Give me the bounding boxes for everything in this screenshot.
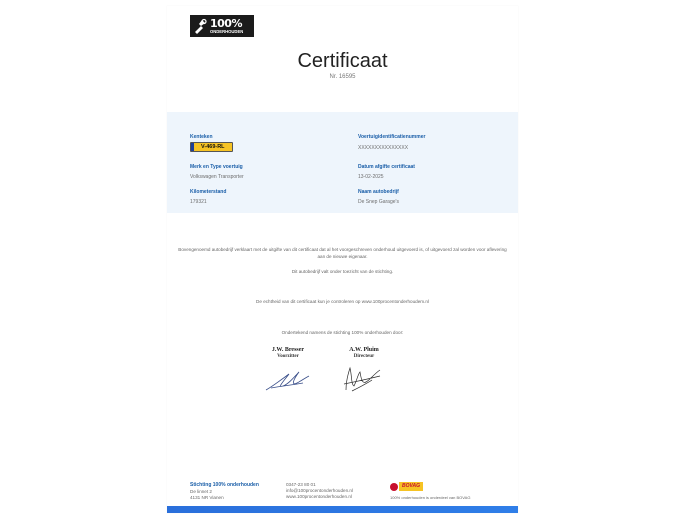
footer-bovag [390, 482, 470, 500]
vin-value: XXXXXXXXXXXXXXX [358, 145, 409, 151]
license-plate [190, 142, 233, 152]
km-label: Kilometerstand [190, 189, 227, 195]
km-value: 179321 [190, 199, 207, 205]
vehicle-info-panel [167, 112, 518, 213]
statement-text: Bovengenoemd autobedrijf verklaart met de uitgifte van dit certificaat dat al het voorgeschreven onderhoud uitgevoerd is, of uitgevoerd zal worden voor aflevering aan de nieuwe eigenaar. [178, 247, 507, 260]
logo-text [210, 18, 243, 34]
vin-label: Voertuigidentificatienummer [358, 134, 426, 140]
supervision-text: Dit autobedrijf valt onder toezicht van de stichting. [291, 269, 394, 274]
signatory-name: J.W. Bresser [271, 347, 305, 353]
field-datum [358, 164, 415, 180]
signatory-name: A.W. Pluim [349, 347, 379, 353]
certificate-number: Nr. 16595 [329, 74, 356, 80]
signature-bresser [263, 366, 313, 394]
field-kenteken [190, 134, 233, 153]
wrench-icon [190, 15, 210, 37]
field-merk [190, 164, 244, 180]
bedrijf-value: De Snep Garage's [358, 199, 399, 205]
page-title: Certificaat [297, 50, 388, 72]
bovag-note: 100% onderhouden is onderdeel van BOVAG [390, 494, 471, 500]
bedrijf-label: Naam autobedrijf [358, 189, 399, 195]
footer-address-line2: 4131 NR Vianen [190, 494, 224, 500]
logo-100-onderhouden [190, 15, 254, 37]
signature-pluim [340, 364, 386, 394]
footer-org-name: Stichting 100% onderhouden [190, 482, 259, 488]
logo-small-text: ONDERHOUDEN [210, 28, 244, 34]
footer-email[interactable]: info@100procentonderhouden.nl [286, 488, 353, 494]
merk-value: Volkswagen Transporter [190, 174, 244, 180]
footer-address-line1: De linnet 2 [190, 488, 212, 494]
certificate-page [167, 6, 518, 513]
bovag-logo-text: BOVAG [399, 482, 423, 491]
footer-phone: 0347-23 80 01 [286, 482, 316, 487]
field-vin [358, 134, 425, 151]
bovag-emblem-icon [390, 483, 398, 491]
datum-label: Datum afgifte certificaat [358, 164, 415, 170]
license-plate-number: V-469-RL [194, 143, 232, 151]
signatory-role: Directeur [353, 354, 375, 359]
logo-big-text: 100% [210, 16, 242, 30]
kenteken-label: Kenteken [190, 134, 213, 140]
field-km [190, 189, 226, 205]
signed-by-text: Ondertekend namens de stichting 100% onderhouden door: [281, 330, 404, 335]
datum-value: 13-02-2025 [358, 174, 384, 180]
bottom-accent-bar [167, 506, 518, 513]
footer-contact [286, 482, 353, 501]
signatory-director [319, 347, 409, 359]
field-bedrijf [358, 189, 399, 205]
merk-label: Merk en Type voertuig [190, 164, 243, 170]
footer-web[interactable]: www.100procentonderhouden.nl [286, 494, 352, 500]
verification-text: De echtheid van dit certificaat kun je controleren op www.100procentonderhoudem.nl [256, 299, 429, 304]
footer-address [190, 482, 259, 501]
signatory-role: Voorzitter [277, 354, 299, 359]
bovag-logo [390, 482, 423, 491]
